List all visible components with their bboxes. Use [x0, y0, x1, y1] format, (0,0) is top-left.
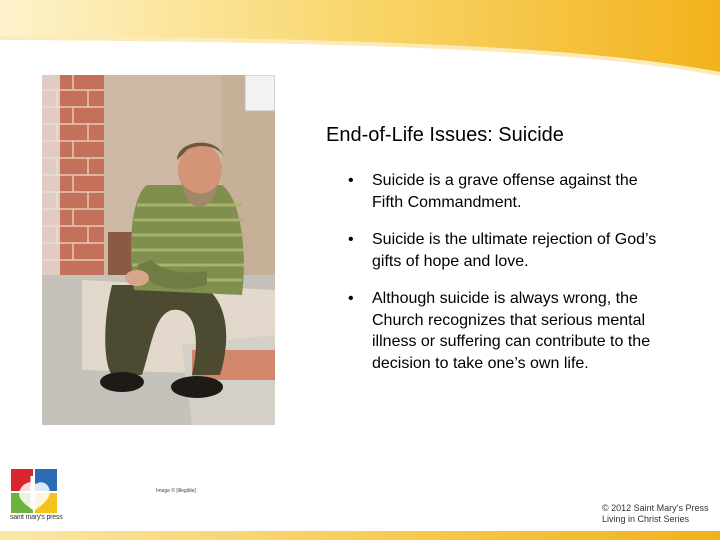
- bullet-item: [348, 288, 668, 374]
- photo-credit: Image © [illegible]: [156, 488, 196, 494]
- bullet-item: [348, 229, 668, 272]
- header-swoosh-band: [0, 0, 720, 80]
- bullet-dot-icon: •: [348, 290, 354, 307]
- bullet-dot-icon: •: [348, 172, 354, 189]
- footer-band: [0, 531, 720, 540]
- bullet-item: [348, 170, 668, 213]
- slide-photo: [42, 75, 275, 425]
- bullet-text: Although suicide is always wrong, the Church recognizes that serious mental illness or suffering can contribute to the decision to take one’s own life.: [372, 290, 651, 372]
- bullet-dot-icon: •: [348, 231, 354, 248]
- bullet-text: Suicide is a grave offense against the Fifth Commandment.: [372, 172, 638, 211]
- copyright-notice: [602, 503, 709, 525]
- slide-title: End-of-Life Issues: Suicide: [326, 124, 564, 146]
- copyright-line: © 2012 Saint Mary’s Press: [602, 503, 709, 513]
- logo-text: saint mary's press: [10, 514, 63, 521]
- bullet-list: [348, 170, 668, 390]
- series-line: Living in Christ Series: [602, 514, 690, 524]
- bullet-text: Suicide is the ultimate rejection of God’s gifts of hope and love.: [372, 231, 657, 270]
